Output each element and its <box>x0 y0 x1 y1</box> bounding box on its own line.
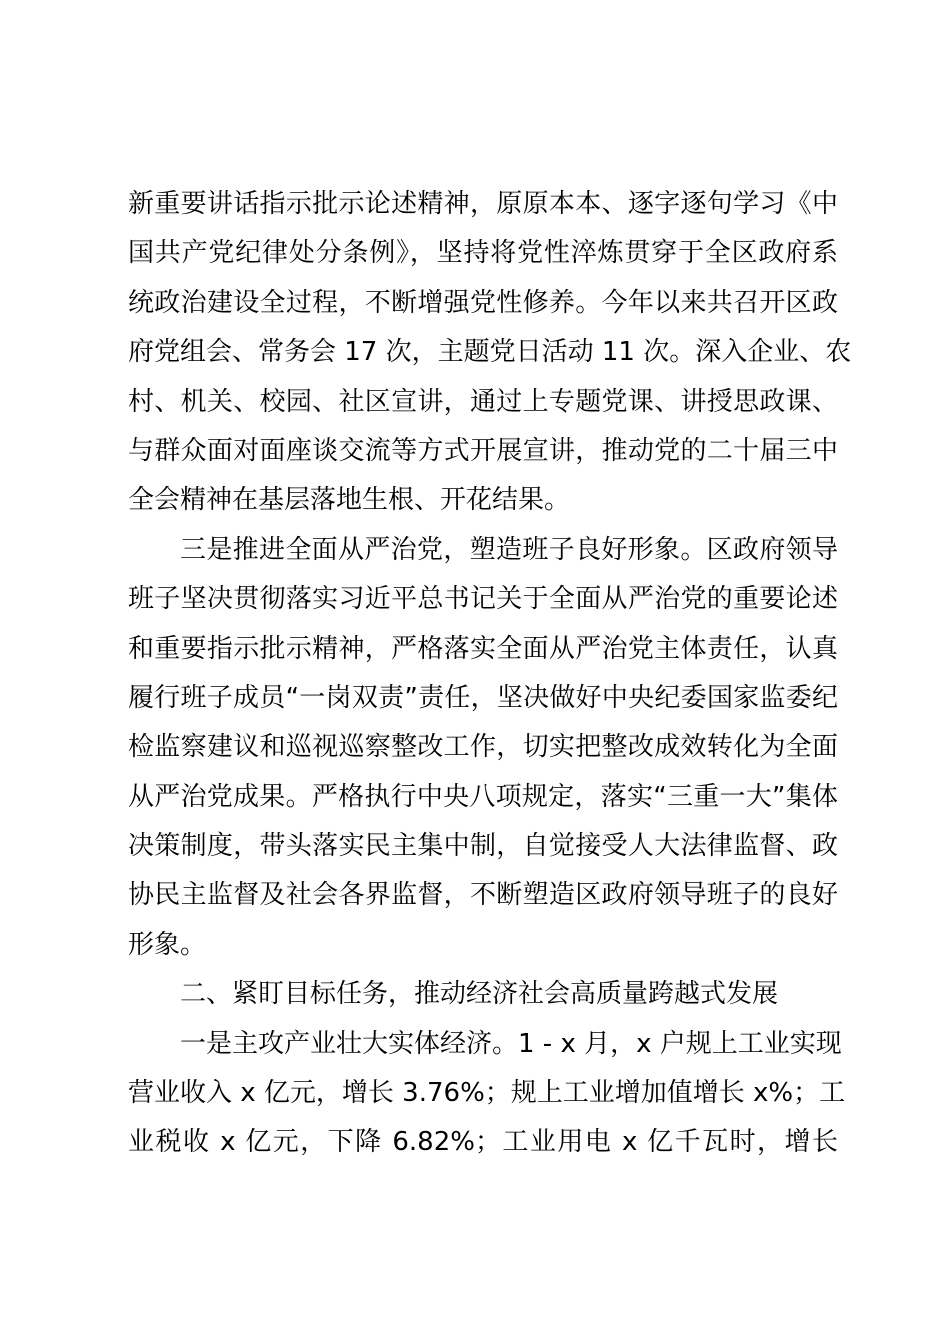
text-line: 村、机关、校园、社区宣讲，通过上专题党课、讲授思政课、 <box>128 386 838 417</box>
paragraph-governance <box>128 526 838 971</box>
text-line: 三是推进全面从严治党，塑造班子良好形象。区政府领导 <box>180 534 838 565</box>
text-line: 营业收入 x 亿元，增长 3.76%；规上工业增加值增长 x%；工 <box>128 1078 846 1109</box>
text-line: 业税收 x 亿元，下降 6.82%；工业用电 x 亿千瓦时，增长 <box>128 1127 838 1158</box>
text-line: 与群众面对面座谈交流等方式开展宣讲，推动党的二十届三中 <box>128 435 838 466</box>
text-line: 新重要讲话指示批示论述精神，原原本本、逐字逐句学习《中 <box>128 189 838 219</box>
text-line: 国共产党纪律处分条例》，坚持将党性淬炼贯穿于全区政府系 <box>128 238 838 269</box>
paragraph-industry <box>128 1020 846 1168</box>
section-heading <box>128 970 838 1019</box>
text-line: 形象。 <box>128 929 207 960</box>
text-line: 统政治建设全过程，不断增强党性修养。今年以来共召开区政 <box>128 287 838 318</box>
text-line: 履行班子成员“一岗双责”责任，坚决做好中央纪委国家监委纪 <box>128 682 838 713</box>
document-body <box>128 180 852 1168</box>
text-line: 府党组会、常务会 17 次，主题党日活动 11 次。深入企业、农 <box>128 337 852 368</box>
text-line: 从严治党成果。严格执行中央八项规定，落实“三重一大”集体 <box>128 781 838 812</box>
heading-line: 二、紧盯目标任务，推动经济社会高质量跨越式发展 <box>180 979 779 1010</box>
text-line: 检监察建议和巡视巡察整改工作，切实把整改成效转化为全面 <box>128 732 838 763</box>
text-line: 全会精神在基层落地生根、开花结果。 <box>128 485 571 516</box>
text-line: 决策制度，带头落实民主集中制，自觉接受人大法律监督、政 <box>128 831 838 862</box>
text-line: 一是主攻产业壮大实体经济。1 - x 月，x 户规上工业实现 <box>180 1028 842 1059</box>
text-line: 班子坚决贯彻落实习近平总书记关于全面从严治党的重要论述 <box>128 584 838 615</box>
paragraph-continued <box>128 180 852 526</box>
text-line: 和重要指示批示精神，严格落实全面从严治党主体责任，认真 <box>128 633 838 664</box>
text-line: 协民主监督及社会各界监督，不断塑造区政府领导班子的良好 <box>128 880 838 911</box>
